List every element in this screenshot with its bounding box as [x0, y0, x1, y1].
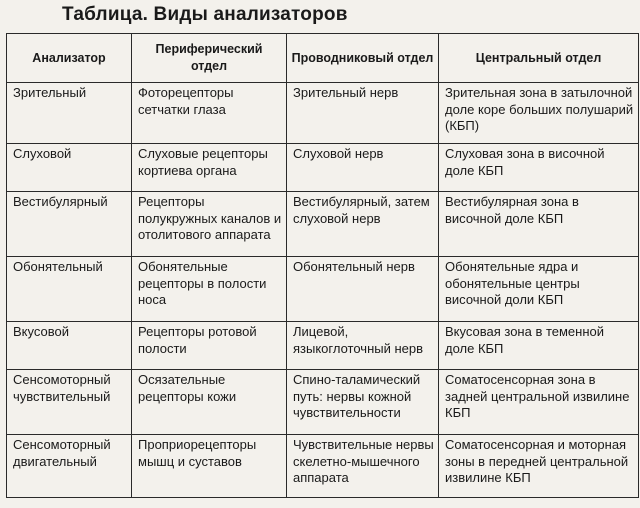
- table-row: [7, 83, 639, 144]
- table-row: [7, 192, 639, 257]
- cell-conductive: Лицевой, языкоглоточный нерв: [287, 322, 439, 370]
- column-header-central: Центральный отдел: [439, 34, 639, 83]
- column-header-peripheral: Периферический отдел: [132, 34, 287, 83]
- cell-analyzer: Зрительный: [7, 83, 132, 144]
- cell-analyzer: Вестибулярный: [7, 192, 132, 257]
- cell-conductive: Обонятельный нерв: [287, 257, 439, 322]
- cell-central: Зрительная зона в затылочной доле коре больших полушарий (КБП): [439, 83, 639, 144]
- table-row: [7, 257, 639, 322]
- cell-conductive: Чувствительные нервы скелетно-мышечного аппарата: [287, 435, 439, 498]
- cell-central: Обонятельные ядра и обонятельные центры височной доли КБП: [439, 257, 639, 322]
- cell-peripheral: Осязательные рецепторы кожи: [132, 370, 287, 435]
- table-row: [7, 435, 639, 498]
- analyzers-table: [6, 33, 639, 498]
- cell-analyzer: Вкусовой: [7, 322, 132, 370]
- cell-central: Соматосенсорная и моторная зоны в передней центральной извилине КБП: [439, 435, 639, 498]
- cell-analyzer: Сенсомоторный двигательный: [7, 435, 132, 498]
- cell-central: Соматосенсорная зона в задней центральной извилине КБП: [439, 370, 639, 435]
- cell-central: Слуховая зона в височной доле КБП: [439, 144, 639, 192]
- cell-peripheral: Фоторецепторы сетчатки глаза: [132, 83, 287, 144]
- cell-central: Вестибулярная зона в височной доле КБП: [439, 192, 639, 257]
- cell-conductive: Вестибулярный, затем слуховой нерв: [287, 192, 439, 257]
- cell-central: Вкусовая зона в теменной доле КБП: [439, 322, 639, 370]
- cell-peripheral: Рецепторы ротовой полости: [132, 322, 287, 370]
- cell-peripheral: Проприорецепторы мышц и суставов: [132, 435, 287, 498]
- cell-analyzer: Слуховой: [7, 144, 132, 192]
- cell-peripheral: Обонятельные рецепторы в полости носа: [132, 257, 287, 322]
- table-row: [7, 370, 639, 435]
- column-header-analyzer: Анализатор: [7, 34, 132, 83]
- page-title: Таблица. Виды анализаторов: [62, 4, 348, 25]
- cell-conductive: Зрительный нерв: [287, 83, 439, 144]
- table-header-row: [7, 34, 639, 83]
- cell-peripheral: Слуховые рецепторы кортиева органа: [132, 144, 287, 192]
- column-header-conductive: Проводниковый отдел: [287, 34, 439, 83]
- cell-peripheral: Рецепторы полукружных каналов и отолитового аппарата: [132, 192, 287, 257]
- table-row: [7, 144, 639, 192]
- cell-conductive: Спино-таламический путь: нервы кожной чувствительности: [287, 370, 439, 435]
- cell-analyzer: Обонятельный: [7, 257, 132, 322]
- table-row: [7, 322, 639, 370]
- cell-analyzer: Сенсомоторный чувствительный: [7, 370, 132, 435]
- cell-conductive: Слуховой нерв: [287, 144, 439, 192]
